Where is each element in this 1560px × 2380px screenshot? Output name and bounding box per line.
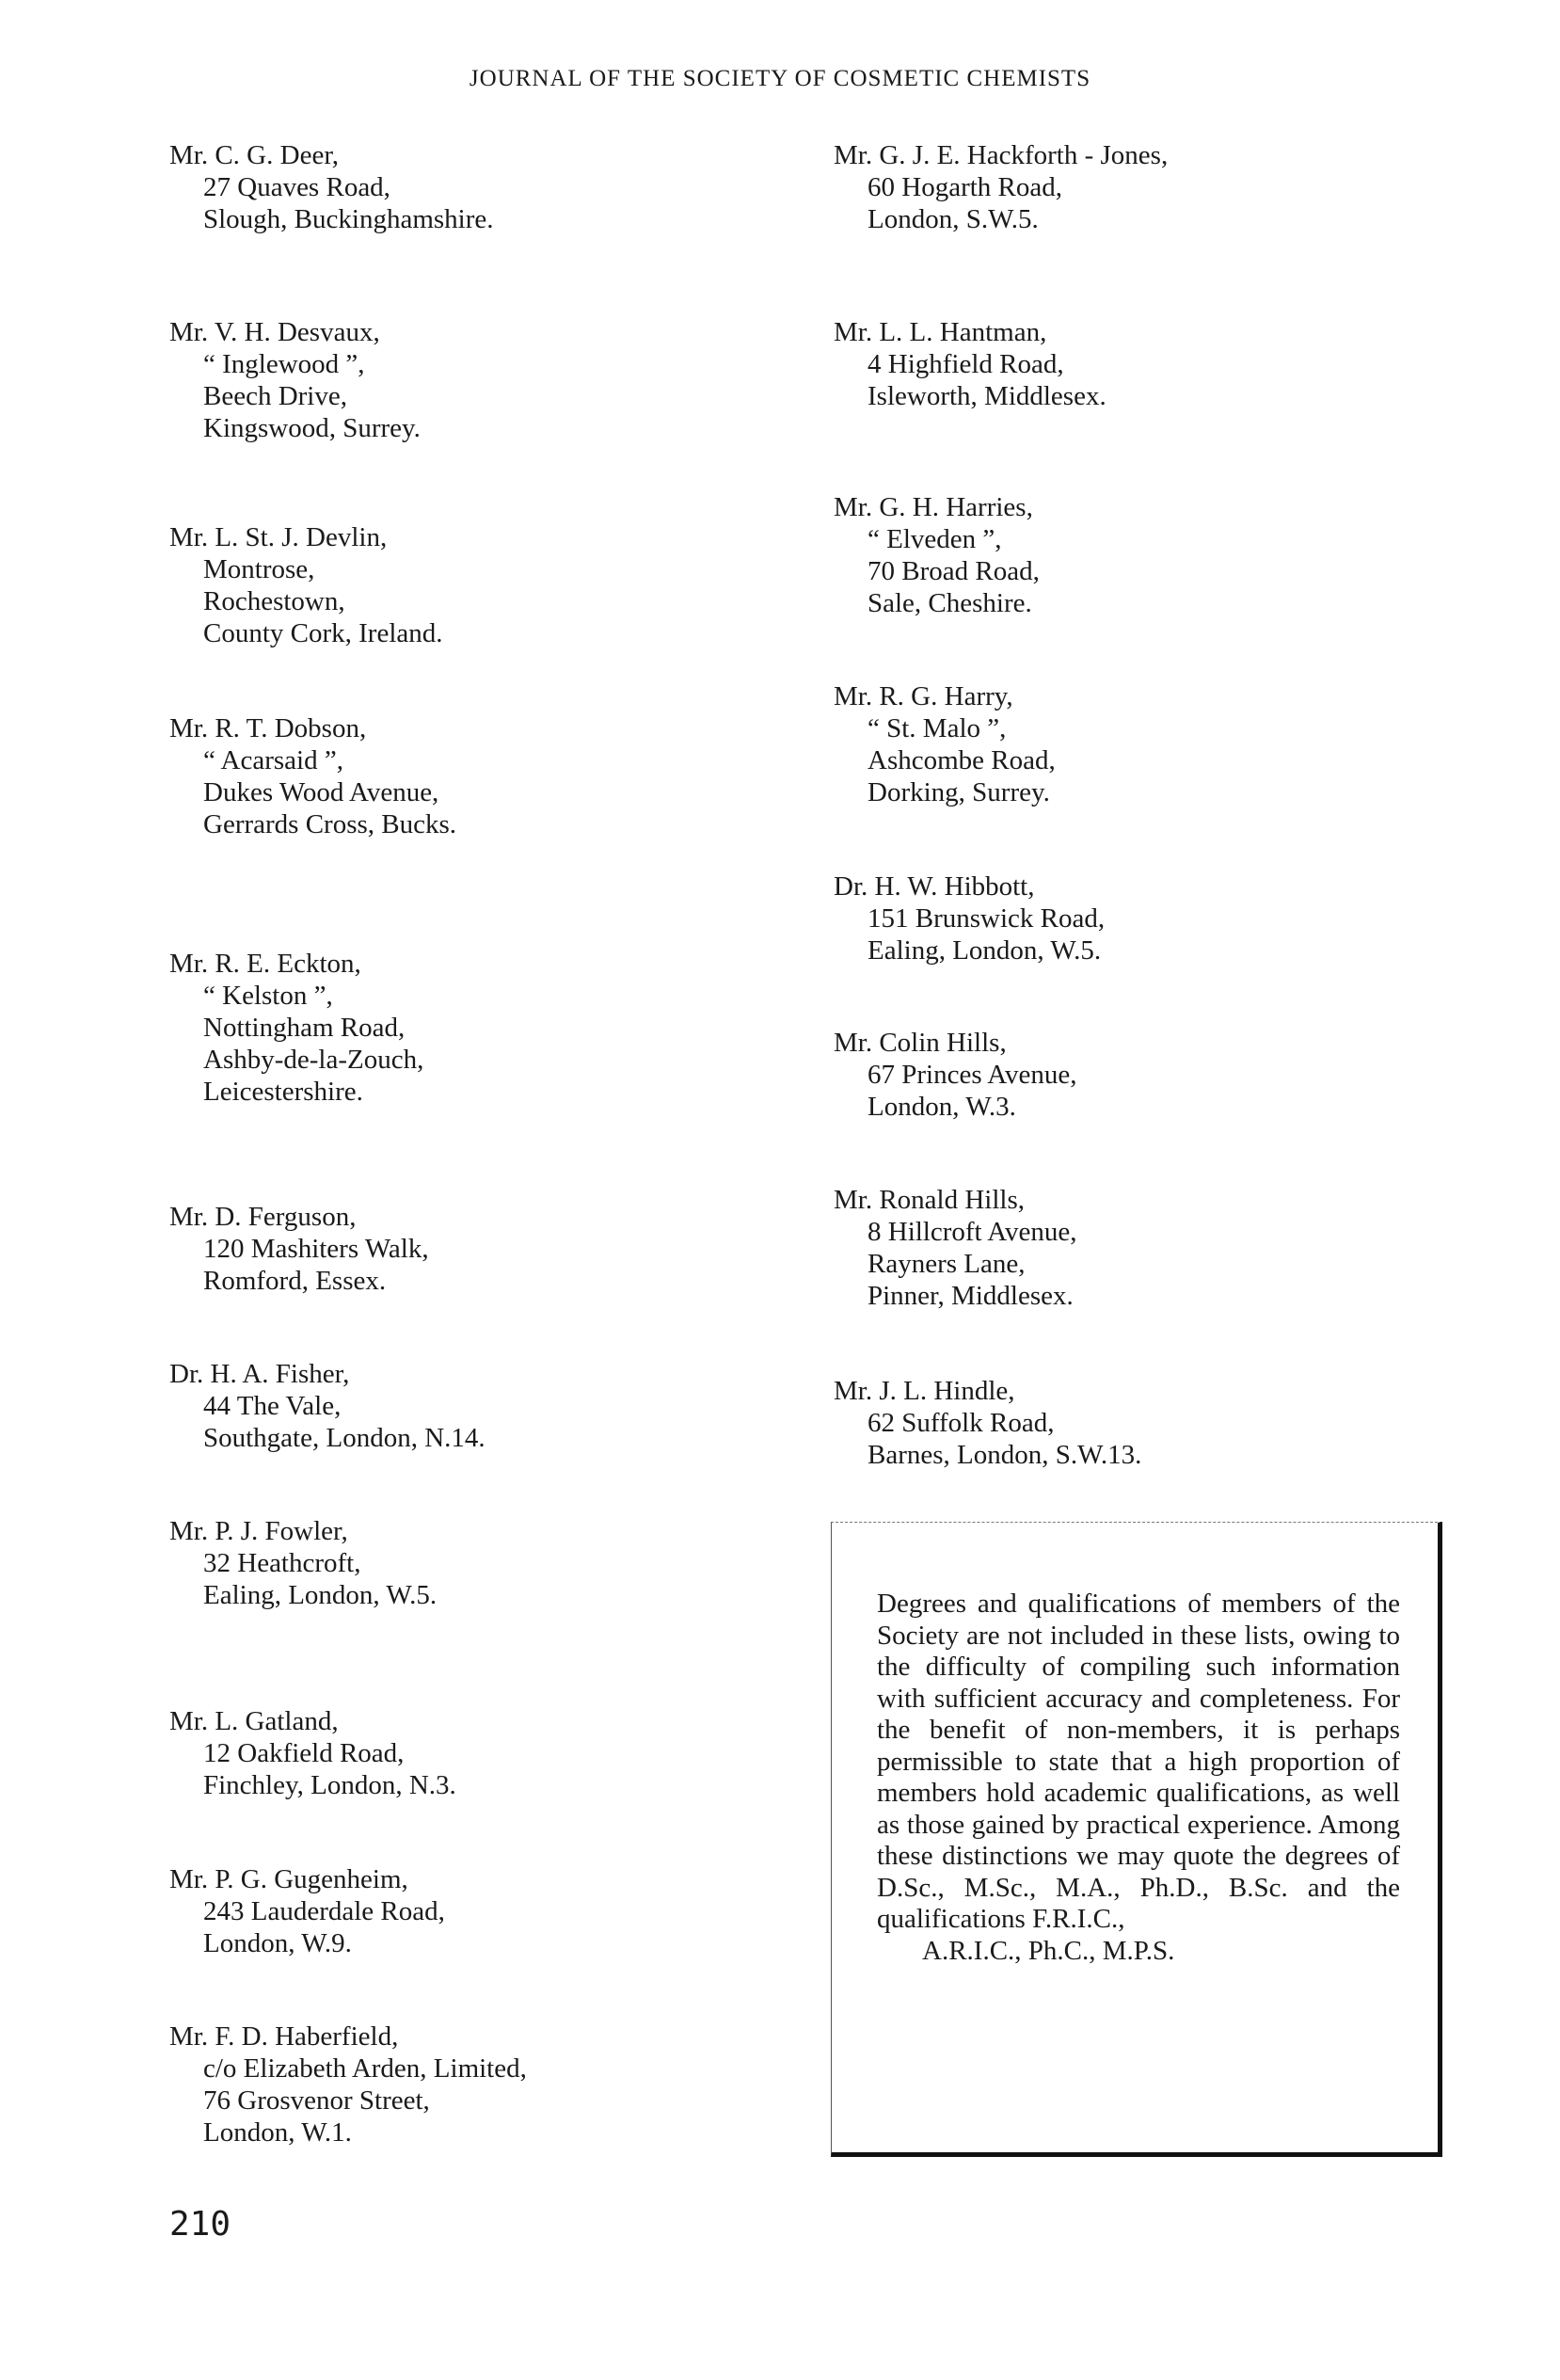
directory-entry <box>834 680 1056 808</box>
address-line: 70 Broad Road, <box>868 556 1040 586</box>
directory-entry <box>834 1375 1141 1471</box>
address-line: 8 Hillcroft Avenue, <box>868 1217 1077 1247</box>
member-name: Mr. R. G. Harry, <box>834 681 1013 711</box>
directory-entry <box>169 1515 437 1611</box>
address-line: Barnes, London, S.W.13. <box>868 1440 1142 1470</box>
member-name: Mr. P. J. Fowler, <box>169 1516 348 1546</box>
notice-paragraph: Degrees and qualifications of members of the Society are not included in these lists, owing to the difficulty of compiling such information with sufficient accuracy and completeness. For the benefit of non-members, it is perhaps permissible to state that a high proportion of members hold academic qualifications, as well as those gained by practical experience. Among these distinctions we may quote the degrees of D.Sc., M.Sc., M.A., Ph.D., B.Sc. and the qualifications F.R.I.C., <box>877 1589 1400 1934</box>
address-line: Finchley, London, N.3. <box>203 1770 456 1800</box>
member-name: Mr. G. H. Harries, <box>834 492 1033 522</box>
member-name: Mr. J. L. Hindle, <box>834 1376 1015 1406</box>
member-name: Mr. P. G. Gugenheim, <box>169 1864 408 1894</box>
address-line: c/o Elizabeth Arden, Limited, <box>203 2053 527 2084</box>
member-name: Dr. H. A. Fisher, <box>169 1359 350 1389</box>
address-line: Dukes Wood Avenue, <box>203 777 439 807</box>
address-line: Isleworth, Middlesex. <box>868 381 1106 411</box>
address-line: London, W.3. <box>868 1092 1016 1122</box>
directory-entry <box>169 1201 429 1297</box>
member-name: Mr. R. T. Dobson, <box>169 713 367 743</box>
address-line: Romford, Essex. <box>203 1266 387 1296</box>
member-name: Mr. C. G. Deer, <box>169 140 340 170</box>
address-line: “ St. Malo ”, <box>868 713 1007 743</box>
address-line: Sale, Cheshire. <box>868 588 1032 618</box>
address-line: 120 Mashiters Walk, <box>203 1234 429 1264</box>
address-line: Ashcombe Road, <box>868 745 1056 775</box>
address-line: “ Elveden ”, <box>868 524 1002 554</box>
address-line: 62 Suffolk Road, <box>868 1408 1055 1438</box>
address-line: Pinner, Middlesex. <box>868 1281 1074 1311</box>
address-line: Leicestershire. <box>203 1077 363 1107</box>
member-name: Mr. Ronald Hills, <box>834 1185 1026 1215</box>
member-name: Mr. L. L. Hantman, <box>834 317 1047 347</box>
member-name: Dr. H. W. Hibbott, <box>834 871 1035 902</box>
directory-entry <box>169 2021 527 2148</box>
member-name: Mr. L. Gatland, <box>169 1706 339 1736</box>
directory-entry <box>834 316 1106 412</box>
address-line: 27 Quaves Road, <box>203 172 390 202</box>
member-name: Mr. L. St. J. Devlin, <box>169 522 388 552</box>
directory-entry <box>169 948 423 1108</box>
directory-entry <box>169 1358 486 1454</box>
notice-text <box>877 1589 1400 1967</box>
directory-entry <box>169 1705 456 1801</box>
address-line: London, S.W.5. <box>868 204 1039 234</box>
address-line: Kingswood, Surrey. <box>203 413 421 443</box>
address-line: 4 Highfield Road, <box>868 349 1064 379</box>
member-name: Mr. G. J. E. Hackforth - Jones, <box>834 140 1169 170</box>
address-line: “ Kelston ”, <box>203 981 333 1011</box>
journal-header: JOURNAL OF THE SOCIETY OF COSMETIC CHEMISTS <box>469 66 1091 91</box>
qualifications-notice-box <box>831 1522 1442 2157</box>
address-line: Rayners Lane, <box>868 1249 1026 1279</box>
address-line: “ Inglewood ”, <box>203 349 365 379</box>
address-line: Ashby-de-la-Zouch, <box>203 1045 424 1075</box>
address-line: Southgate, London, N.14. <box>203 1423 486 1453</box>
address-line: London, W.9. <box>203 1928 352 1958</box>
address-line: Slough, Buckinghamshire. <box>203 204 494 234</box>
address-line: 67 Princes Avenue, <box>868 1060 1077 1090</box>
address-line: Dorking, Surrey. <box>868 777 1050 807</box>
address-line: County Cork, Ireland. <box>203 618 443 648</box>
page-number: 210 <box>169 2205 231 2244</box>
member-name: Mr. R. E. Eckton, <box>169 949 361 979</box>
member-name: Mr. V. H. Desvaux, <box>169 317 380 347</box>
member-name: Mr. F. D. Haberfield, <box>169 2021 399 2052</box>
address-line: Gerrards Cross, Bucks. <box>203 809 457 839</box>
directory-entry <box>169 139 494 235</box>
address-line: Ealing, London, W.5. <box>868 935 1102 966</box>
address-line: Montrose, <box>203 554 315 584</box>
address-line: 32 Heathcroft, <box>203 1548 361 1578</box>
directory-entry <box>834 1184 1077 1312</box>
address-line: Nottingham Road, <box>203 1013 406 1043</box>
member-name: Mr. Colin Hills, <box>834 1028 1007 1058</box>
address-line: Beech Drive, <box>203 381 347 411</box>
address-line: 243 Lauderdale Road, <box>203 1896 445 1926</box>
directory-entry <box>834 491 1040 619</box>
address-line: 151 Brunswick Road, <box>868 903 1106 934</box>
address-line: London, W.1. <box>203 2117 352 2148</box>
directory-entry <box>169 1863 445 1959</box>
notice-last-line: A.R.I.C., Ph.C., M.P.S. <box>922 1935 1175 1966</box>
address-line: Ealing, London, W.5. <box>203 1580 438 1610</box>
directory-entry <box>834 871 1105 966</box>
address-line: 12 Oakfield Road, <box>203 1738 405 1768</box>
directory-entry <box>834 139 1168 235</box>
address-line: 44 The Vale, <box>203 1391 342 1421</box>
directory-entry <box>169 316 421 444</box>
member-name: Mr. D. Ferguson, <box>169 1202 357 1232</box>
address-line: Rochestown, <box>203 586 345 616</box>
address-line: “ Acarsaid ”, <box>203 745 343 775</box>
address-line: 60 Hogarth Road, <box>868 172 1062 202</box>
directory-entry <box>169 712 456 840</box>
directory-entry <box>834 1027 1077 1123</box>
directory-entry <box>169 521 443 649</box>
address-line: 76 Grosvenor Street, <box>203 2085 430 2116</box>
